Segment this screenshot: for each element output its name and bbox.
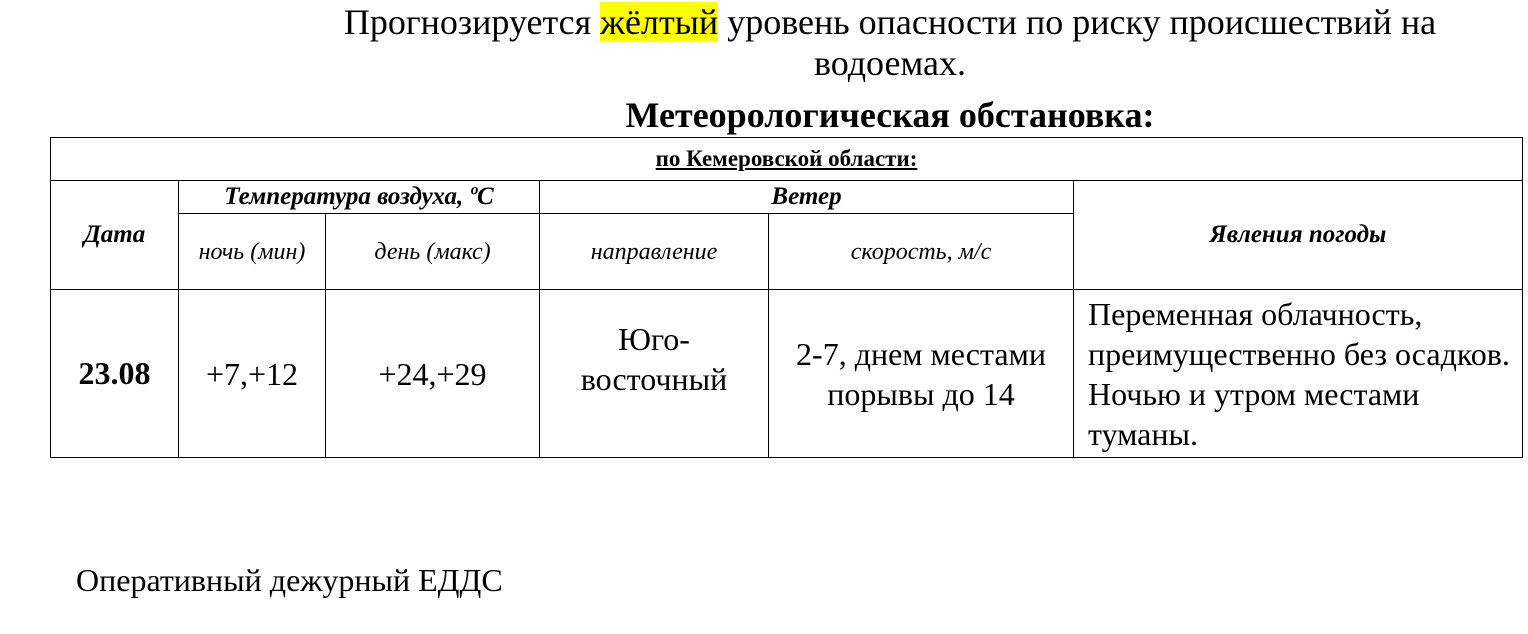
headline-text-before: Прогнозируется — [343, 2, 601, 42]
wind-column-header: Ветер — [540, 181, 1074, 214]
night-temp-cell: +7,+12 — [179, 290, 326, 458]
hazard-forecast-headline — [270, 2, 1510, 84]
headline-text-after: уровень опасности по риску происшествий на водоемах. — [718, 2, 1437, 83]
header-row-1 — [51, 181, 1523, 214]
date-cell: 23.08 — [51, 290, 179, 458]
meteo-section-title: Метеорологическая обстановка: — [625, 95, 1155, 135]
region-header: по Кемеровской области: — [51, 138, 1523, 181]
duty-officer-signature: Оперативный дежурный ЕДДС — [76, 562, 503, 598]
day-max-subheader: день (макс) — [326, 214, 540, 290]
phenomena-column-header: Явления погоды — [1074, 181, 1523, 290]
hazard-level-highlight: жёлтый — [600, 2, 719, 42]
day-temp-cell: +24,+29 — [326, 290, 540, 458]
wind-direction-subheader: направление — [540, 214, 769, 290]
wind-direction-cell: Юго-восточный — [540, 290, 769, 458]
region-row — [51, 138, 1523, 181]
table-row — [51, 290, 1523, 458]
weather-forecast-table — [50, 137, 1523, 458]
weather-phenomena-cell: Переменная облачность, преимущественно без осадков. Ночью и утром местами туманы. — [1074, 290, 1523, 458]
date-column-header: Дата — [51, 181, 179, 290]
wind-speed-cell: 2-7, днем местами порывы до 14 — [769, 290, 1074, 458]
temperature-column-header: Температура воздуха, ºС — [179, 181, 540, 214]
night-min-subheader: ночь (мин) — [179, 214, 326, 290]
wind-speed-subheader: скорость, м/с — [769, 214, 1074, 290]
